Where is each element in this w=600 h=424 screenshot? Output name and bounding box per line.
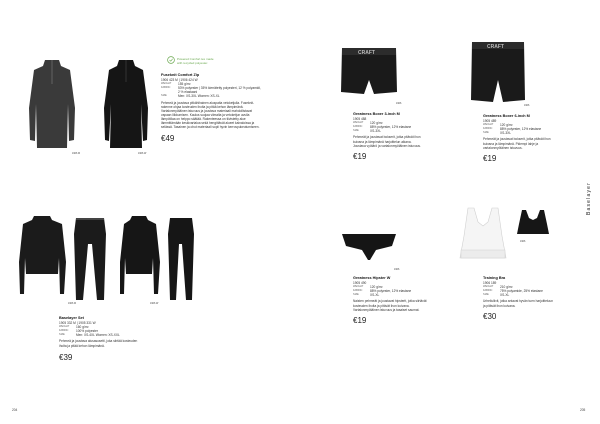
product-size: XS-3XL xyxy=(370,129,381,134)
product-title: Greatness Boxer 3-inch M xyxy=(353,112,400,116)
product-code-set-men: 1906 M xyxy=(68,302,76,305)
product-fabric: 75% polyamide, 25% elastane xyxy=(500,289,543,293)
product-info-bra: Training Bra 1906 189 WEIGHT 210 g/m² FABRIC 75% polyamide, 25% elastane SIZE XS-XL Urheiluliivit, jotka antavat hyvän tuen harjoitteluun ja pitävät ihon kuivana. €30 xyxy=(483,276,553,321)
product-info-boxer-6inch: Greatness Boxer 6-inch M 1905 489 WEIGHT 120 g/m² FABRIC 88% polyester, 12% elastane SIZE XS-3XL Pehmeät ja joustavat bokserit, jotka pitävät ihon kuivana ja lämpimänä. Pidempi lahje ja vartalonmyötäinen istuvuus. €19 xyxy=(483,114,555,163)
product-description: Pehmeä ja joustava pitkähihainen aluspaita vetoketjulla. Fuseknit-rakenne ohjaa kosteuden iholta ja pitää kehon lämpimänä. Vartalonmyötäinen istuvuus ja joustava materiaali mahdollistavat vapaan liikkumisen. Kaulus suojaa viimalta ja vetoketjun avulla lämpötilaa on helppo säätää. Rakenteessa on tiivistetty alue lämmittämään keskivartaloa sekä hengittävät alueet kainaloissa ja selässä. Tasainen ja ohut materiaali sopii hyvin kerrospukeutumiseen. xyxy=(161,100,260,130)
svg-text:CRAFT: CRAFT xyxy=(487,44,504,50)
product-description: Pehmeä ja joustava alusasusetti, joka siirtää kosteuden iholta ja pitää kehon lämpimänä. xyxy=(59,339,138,348)
product-code-zip-women: 1906 W xyxy=(138,152,147,155)
page-number-left: 204 xyxy=(12,408,18,412)
product-image-boxer-6inch xyxy=(470,38,526,106)
product-price: €19 xyxy=(483,153,497,163)
product-fabric: 88% polyester, 12% elastane xyxy=(370,125,412,129)
product-size: XS-XL xyxy=(500,293,510,298)
product-code-boxer-3inch: 1906 xyxy=(396,102,402,105)
product-title: Fuseknit Comfort Zip xyxy=(161,73,200,77)
product-image-hipster xyxy=(340,232,398,262)
product-price: €39 xyxy=(59,352,73,362)
product-image-boxer-3inch xyxy=(340,44,398,102)
recycled-badge-icon xyxy=(167,56,175,64)
product-art: 1906 189 xyxy=(483,280,497,285)
product-art: 1906 423 M | 1906 424 W xyxy=(161,77,198,82)
product-code-bra: 1906 xyxy=(520,240,526,243)
product-art: 1905 489 xyxy=(483,118,497,123)
product-fabric: 100% polyester xyxy=(76,329,98,333)
product-size: XS-XL xyxy=(370,293,380,298)
product-info-boxer-3inch: Greatness Boxer 3-inch M 1905 488 WEIGHT 120 g/m² FABRIC 88% polyester, 12% elastane SIZE XS-3XL Pehmeät ja joustavat bokserit, jotka pitävät ihon kuivana ja lämpimänä harjoittelun aikana. Joustava vyötärö ja vartalonmyötäinen istuvuus. €19 xyxy=(353,112,425,161)
product-image-bra-black xyxy=(516,208,550,236)
product-art: 1905 490 xyxy=(353,280,367,285)
product-price: €19 xyxy=(353,151,367,161)
product-weight: 160 g/m² xyxy=(76,324,89,329)
product-title: Greatness Hipster W xyxy=(353,276,391,280)
product-code-hipster: 1906 xyxy=(394,268,400,271)
product-weight: 210 g/m² xyxy=(500,284,513,289)
product-title: Training Bra xyxy=(483,276,506,280)
product-image-zip-women xyxy=(103,58,149,150)
product-image-bra-white xyxy=(458,206,508,268)
product-price: €30 xyxy=(483,311,497,321)
product-info-set: Baselayer Set 1905 332 M | 1905 331 W WEIGHT 160 g/m² FABRIC 100% polyester SIZE Men: XS-4XL Women: XS-XXL Pehmeä ja joustava alusasusetti, joka siirtää kosteuden iholta ja pitää kehon lämpimänä. €39 xyxy=(59,316,141,362)
product-size: Men: XS-3XL Women: XS-XL xyxy=(178,94,220,99)
product-code-set-women: 1906 W xyxy=(150,302,159,305)
product-weight: 120 g/m² xyxy=(500,122,513,127)
product-info-zip: Fuseknit Comfort Zip 1906 423 M | 1906 424 W WEIGHT 155 g/m² FABRIC 53% polyester | 35% kierrätetty polyesteri, 12 % polyamidi, 2 % elastaani SIZE Men: XS-3XL Women: XS-XL Pehmeä ja joustava pitkähihainen aluspaita vetoketjulla. Fuseknit-rakenne ohjaa kosteuden iholta ja pitää kehon lämpimänä. Vartalonmyötäinen istuvuus ja joustava materiaali mahdollistavat vapaan liikkumisen. Kaulus suojaa viimalta ja vetoketjun avulla lämpötilaa on helppo säätää. Rakenteessa on tiivistetty alue lämmittämään keskivartaloa sekä hengittävät alueet kainaloissa ja selässä. Tasainen ja ohut materiaali sopii hyvin kerrospukeutumiseen. €49 xyxy=(161,73,263,143)
product-description: Naisten pehmeät ja joustavat hipsterit, jotka siirtävät kosteuden iholta ja pitävät ihon kuivana. Vartalonmyötäinen istuvuus ja tasaiset saumat. xyxy=(353,299,427,312)
product-weight: 120 g/m² xyxy=(370,284,383,289)
product-image-zip-men xyxy=(28,58,76,150)
product-image-set-men xyxy=(18,214,113,302)
product-description: Urheiluliivit, jotka antavat hyvän tuen harjoitteluun ja pitävät ihon kuivana. xyxy=(483,299,553,308)
product-size: XS-3XL xyxy=(500,131,511,136)
recycled-note: Powered Comfort tex made with recycled polyester. xyxy=(177,57,214,65)
product-fabric: 53% polyester | 35% kierrätetty polyesteri, 12 % polyamidi, 2 % elastaani xyxy=(178,86,261,95)
product-price: €49 xyxy=(161,134,175,144)
product-code-zip-men: 1906 M xyxy=(72,152,80,155)
page-number-right: 205 xyxy=(580,408,586,412)
product-art: 1905 332 M | 1905 331 W xyxy=(59,320,96,325)
svg-text:CRAFT: CRAFT xyxy=(358,50,375,56)
section-tab: Baselayer xyxy=(586,182,592,216)
product-price: €19 xyxy=(353,315,367,325)
product-info-hipster: Greatness Hipster W 1905 490 WEIGHT 120 g/m² FABRIC 88% polyester, 12% elastane SIZE XS-XL Naisten pehmeät ja joustavat hipsterit, jotka siirtävät kosteuden iholta ja pitävät ihon kuivana. Vartalonmyötäinen istuvuus ja tasaiset saumat. €19 xyxy=(353,276,435,325)
product-description: Pehmeät ja joustavat bokserit, jotka pitävät ihon kuivana ja lämpimänä. Pidempi lahje ja vartalonmyötäinen istuvuus. xyxy=(483,137,551,150)
product-art: 1905 488 xyxy=(353,116,367,121)
product-title: Baselayer Set xyxy=(59,316,84,320)
product-title: Greatness Boxer 6-inch M xyxy=(483,114,530,118)
product-weight: 155 g/m² xyxy=(178,81,191,86)
product-size: Men: XS-4XL Women: XS-XXL xyxy=(76,333,120,338)
product-code-boxer-6inch: 1906 xyxy=(524,104,530,107)
product-image-set-women xyxy=(120,214,200,302)
product-weight: 120 g/m² xyxy=(370,120,383,125)
product-fabric: 88% polyester, 12% elastane xyxy=(500,127,542,131)
product-fabric: 88% polyester, 12% elastane xyxy=(370,289,412,293)
product-description: Pehmeät ja joustavat bokserit, jotka pitävät ihon kuivana ja lämpimänä harjoittelun aikana. Joustava vyötärö ja vartalonmyötäinen istuvuus. xyxy=(353,135,421,148)
